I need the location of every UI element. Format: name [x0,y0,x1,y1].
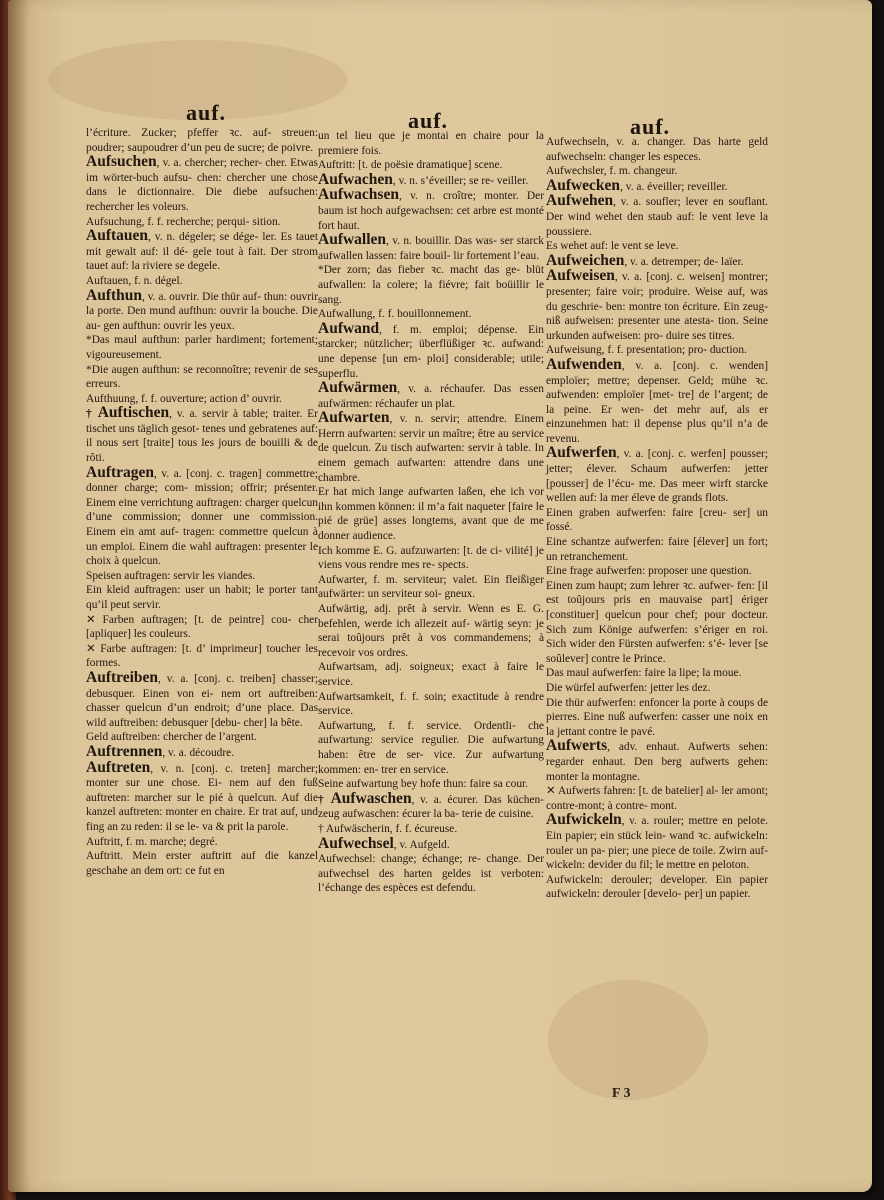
entry-text: Einen graben aufwerfen: faire [creu- ser] un fossé. [546,506,768,534]
dictionary-entry [546,696,768,740]
headword: Aufthun [86,286,142,304]
dictionary-entry [318,834,544,853]
dictionary-entry [546,666,768,681]
dictionary-entry [546,813,768,872]
dictionary-entry [86,363,318,392]
dictionary-entry [86,463,318,569]
entry-text: Einen zum haupt; zum lehrer ꝛc. aufwer- fen: [il est toûjours pris en mauvaise part] ériger [constituer] quelcun pour chef; pour docteur. Sich zum Könige aufwerfen: s’ériger en roi. Sich wider den Fürsten aufwerfen: s’é- lever [se soûlever] contre le Prince. [546,579,768,665]
entry-text: ✕ Aufwerts fahren: [t. de batelier] al- ler amont; contre-mont; à contre- mont. [546,785,768,812]
entry-text: , v. a. rouler; mettre en pelote. Ein papier; ein stück lein- wand ꝛc. aufwickeln: rouler un pa- pier; une piece de toile. Zwirn auf- wickeln: devider du fil; le mettre en peloton. [546,815,768,872]
entry-text: , v. a. [conj. c. tragen] commettre; donner charge; com- mission; offrir; présenter. Einem eine verrichtung auftragen: charger quelcun d’une commission; donner une commission. Einem ein amt auf- tragen: commettre quelcun à un emploi. Einem die wahl auftragen: presenter le choix à quelcun. [86,467,318,568]
entry-text: , v. a. soufler; lever en souflant. Der wind wehet den staub auf: le vent leve la poussiere. [546,196,768,238]
entry-text: *Der zorn; das fieber ꝛc. macht das ge- blüt aufwallen: la colere; la fiévre; fait boüillir le sang. [318,264,544,306]
dictionary-entry [86,286,318,334]
entry-text: Aufwallung, f. f. bouillonnement. [318,308,472,321]
entry-text: , v. n. croître; monter. Der baum ist hoch aufgewachsen: cet arbre est monté fort haut. [318,190,544,232]
dictionary-entry [318,602,544,660]
headword: Aufwechsel [318,834,394,852]
entry-text: , v. a. réchaufer. Das essen aufwärmen: réchaufer un plat. [318,383,544,410]
dictionary-entry [318,485,544,543]
headword: Aufwand [318,319,380,337]
obsolete-mark: † [318,793,327,806]
dictionary-entry [546,739,768,784]
dictionary-entry [86,668,318,730]
entry-text: Auftritt. Mein erster auftritt auf die kanzel geschahe an dem ort: ce fut en [86,850,318,877]
entry-text: , v. a. servir à table; traiter. Er tischet uns täglich gesot- tenes und gebratenes auf: il nous sert [traite] tous les jours de bouilli & de rôti. [86,408,318,465]
dictionary-entry [86,758,318,835]
entry-text: , v. n. servir; attendre. Einem Herrn aufwarten: servir un maître; être au service de quelcun. Zu tisch aufwarten: servir à table. In einem gemach aufwarten: attendre dans une chambre. [318,413,544,484]
entry-text: , v. a. ouvrir. Die thür auf- thun: ouvrir la porte. Den mund aufthun: ouvrir la bouche. Die au- gen aufthun: ouvrir les yeux. [86,290,318,332]
dictionary-entry [86,229,318,274]
headword: Aufwenden [546,355,622,373]
entry-text: Aufthuung, f. f. ouverture; action d’ ouvrir. [86,392,282,405]
headword: Auftreiben [86,668,159,686]
entry-text: Aufweisung, f. f. presentation; pro- duction. [546,344,747,357]
signature-mark: F 3 [612,1086,631,1101]
entry-text: Geld auftreiben: chercher de l’argent. [86,731,257,744]
dictionary-entry [318,660,544,689]
entry-text: Er hat mich lange aufwarten laßen, ehe ich vor ihn kommen können: il m’a fait naqueter [faire le pié de grüe] asses longtems, avant que de me donner audience. [318,486,544,543]
dictionary-entry [546,506,768,535]
headword: Aufwärmen [318,379,398,397]
dictionary-entry [318,544,544,573]
headword: Aufwerfen [546,444,617,462]
headword: Aufwecken [546,176,621,194]
dictionary-entry [318,319,544,381]
entry-text: Aufwechseln, v. a. changer. Das harte geld aufwechseln: changer les especes. [546,136,768,163]
entry-text: , v. a. éveiller; reveiller. [620,180,728,193]
headword: Aufwachsen [318,186,399,204]
entry-text: , f. m. emploi; dépense. Ein starcker; nützlicher; überflüßiger ꝛc. aufwand: une depense [un em- ploi] considerable; utile; superflu. [318,323,544,380]
headword: Aufsuchen [86,153,157,171]
dictionary-entry [318,411,544,485]
entry-text: Aufwechsler, f. m. changeur. [546,165,678,178]
entry-text: , v. a. chercher; recher- cher. Etwas im wörter-buch aufsu- chen: chercher une chose dans le dictionnaire. Die diebe aufsuchen: rechercher les voleurs. [86,157,318,213]
dictionary-entry [546,135,768,164]
entry-text: Aufwechsel: change; échange; re- change. Der aufwechsel des harten geldes ist verboten: l’échange des espèces est defendu. [318,853,544,895]
entry-text: , v. n. bouillir. Das was- ser starck aufwallen lassen: faire bouil- lir fortement l’eau. [318,235,544,262]
dictionary-entry [86,642,318,671]
dictionary-entry [86,406,318,465]
entry-text: Aufwartung, f. f. service. Ordentli- che aufwartung: service regulier. Die aufwartung haben: être de ser- vice. Zur aufwartung kommen: en- trer en service. [318,719,544,776]
headword: Aufwarten [318,409,390,427]
entry-text: Das maul aufwerfen: faire la lipe; la moue. [546,667,742,680]
entry-text: , v. a. detremper; de- laïer. [624,255,744,268]
entry-text: Die würfel aufwerfen: jetter les dez. [546,681,711,694]
entry-text: , v. a. [conj. c. weisen] montrer; presenter; faire voir; produire. Weise auf, was du geschrie- ben: montre ton écriture. Ein zeug- niß aufweisen: presenter une atesta- tion. Seine urkunden aufweisen: pro- duire ses titres. [546,271,768,342]
dictionary-entry [318,573,544,602]
entry-text: Ich komme E. G. aufzuwarten: [t. de ci- vilité] je viens vous rendre mes re- spects. [318,544,544,572]
entry-text: , v. a. écurer. Das küchen-zeug aufwaschen: écurer la ba- terie de cuisine. [318,793,544,821]
running-head-middle: auf. [408,108,449,133]
entry-text: Auftritt: [t. de poësie dramatique] scene. [318,159,503,172]
dictionary-entry [318,188,544,233]
entry-text: l’écriture. Zucker; pfeffer ꝛc. auf- streuen: poudrer; saupoudrer d’un peu de sucre; de poivre. [86,127,318,154]
entry-text: , v. n. s’éveiller; se re- veiller. [392,174,529,187]
entry-text: Aufsuchung, f. f. recherche; perqui- sition. [86,215,281,228]
dictionary-entry [546,564,768,579]
entry-text: ✕ Farben auftragen; [t. de peintre] cou- cher [apliquer] les couleurs. [86,613,318,641]
dictionary-entry [318,233,544,263]
running-head-right: auf. [630,114,671,139]
entry-text: , v. n. dégeler; se dége- ler. Es tauet mit gewalt auf: il dé- gele tout à fait. Der strom tauet auf: la riviere se degele. [86,231,318,273]
entry-text: Aufwartsamkeit, f. f. soin; exactitude à rendre service. [318,690,544,718]
headword: Aufwickeln [546,811,622,829]
entry-text: Auftritt, f. m. marche; degré. [86,835,218,848]
dictionary-entry [546,579,768,667]
dictionary-entry [318,129,544,158]
entry-text: , adv. enhaut. Aufwerts sehen: regarder enhaut. Den berg aufwerts gehen: monter la montagne. [546,741,768,783]
entry-text: Aufwärtig, adj. prêt à servir. Wenn es E. G. befehlen, werde ich allezeit auf- wärtig seyn: je serai toûjours prêt à vos commandemens; à recevoir vos ordres. [318,603,544,659]
entry-text: Es wehet auf: le vent se leve. [546,240,679,253]
dictionary-entry [86,569,318,584]
headword: Aufwachen [318,170,393,188]
headword: Aufwallen [318,231,387,249]
headword: Aufwerts [546,737,608,755]
dictionary-entry [318,719,544,777]
entry-text: , v. a. [conj. c. werfen] pousser; jetter; élever. Schaum aufwerfen: jetter [pousser] de l’écu- me. Das meer wirft starcke wellen auf: la mer éleve de grands flots. [546,448,768,505]
dictionary-entry [86,333,318,362]
headword: Aufwaschen [330,789,412,807]
headword: Auftragen [86,463,155,481]
headword: Auftauen [86,227,149,245]
dictionary-entry [86,849,318,878]
dictionary-entry [546,194,768,239]
headword: Aufweichen [546,251,625,269]
dictionary-entry [546,784,768,813]
paper-stain [548,980,708,1100]
entry-text: Eine frage aufwerfen: proposer une question. [546,565,752,578]
entry-text: un tel lieu que je montai en chaire pour la premiere fois. [318,130,544,157]
entry-text: *Das maul aufthun: parler hardiment; fortement; vigoureusement. [86,334,318,361]
headword: Auftrennen [86,742,163,760]
headword: Aufwehen [546,192,614,210]
entry-text: Aufwartsam, adj. soigneux; exact à faire le service. [318,661,544,688]
dictionary-entry [318,789,544,822]
entry-text: Ein kleid auftragen: user un habit; le porter tant qu’il peut servir. [86,584,318,611]
dictionary-entry [546,355,768,447]
headword: Auftreten [86,758,151,776]
entry-text: Speisen auftragen: servir les viandes. [86,569,256,582]
dictionary-entry [318,852,544,896]
dictionary-entry [86,613,318,642]
dictionary-entry [546,269,768,343]
dictionary-entry [546,535,768,564]
running-head-left: auf. [186,100,227,125]
entry-text: Aufwickeln: derouler; developer. Ein papier aufwickeln: derouler [develo- per] un papier. [546,873,768,901]
headword: Auftischen [97,404,170,422]
entry-text: Seine aufwartung bey hofe thun: faire sa cour. [318,778,529,791]
entry-text: , v. Aufgeld. [393,838,450,851]
dictionary-entry [86,835,318,850]
entry-text: , v. a. [conj. c. treiben] chasser; debusquer. Einen von ei- nem ort auftreiben: chasser quelcun d’un endroit; d’une place. Das wild auftreiben: debusquer [debu- cher] la bête. [86,672,318,729]
dictionary-entry [86,126,318,155]
dictionary-entry [86,155,318,214]
entry-text: ✕ Farbe auftragen: [t. d’ imprimeur] toucher les formes. [86,642,318,670]
entry-text: *Die augen aufthun: se reconnoître; revenir de ses erreurs. [86,363,318,391]
headword: Aufweisen [546,267,615,285]
dictionary-entry [546,873,768,902]
entry-text: Eine schantze aufwerfen: faire [élever] un fort; un retranchement. [546,536,768,563]
entry-text: † Aufwäscherin, f. f. écureuse. [318,822,458,835]
dictionary-entry [86,583,318,612]
dictionary-page [8,0,872,1192]
entry-text: , v. a. [conj. c. wenden] emploïer; mettre; depenser. Geld; mühe ꝛc. aufwenden: emploïer [met- tre] de l’argent; de la peine. Er wen- det mehr auf, als er einzunehmen hat: il depense plus qu’il n’a de revenu. [546,359,768,445]
entry-text: Auftauen, f. n. dégel. [86,274,183,287]
dictionary-entry [546,446,768,505]
dictionary-entry [318,263,544,307]
dictionary-entry [546,681,768,696]
entry-text: Aufwarter, f. m. serviteur; valet. Ein fleißiger aufwärter: un serviteur soi- gneux. [318,573,544,601]
entry-text: , v. n. [conj. c. treten] marcher; monter sur une chose. Ei- nem auf den fuß auftreten: marcher sur le pié à quelcun. Auf die kanzel auftreten: monter en chaire. Er trat auf, und fing an zu reden: il se le- va & prit la parole. [86,762,318,833]
entry-text: Die thür aufwerfen: enfoncer la porte à coups de pierres. Eine nuß aufwerfen: casser une noix en la jettant contre le pavé. [546,696,768,738]
dictionary-entry [318,690,544,719]
obsolete-mark: † [86,408,94,421]
dictionary-entry [318,381,544,411]
entry-text: , v. a. découdre. [162,746,235,759]
